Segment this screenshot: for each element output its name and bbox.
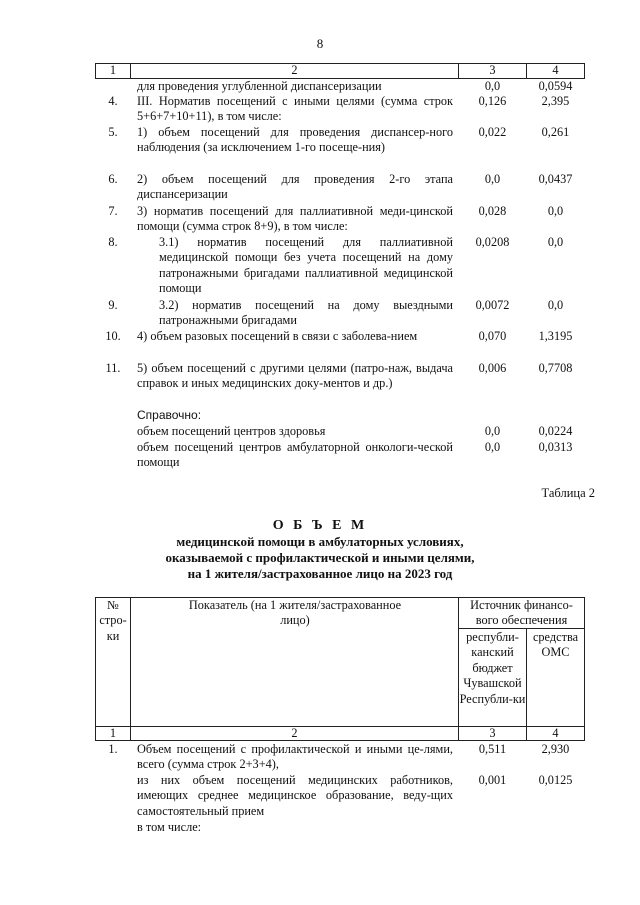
table-2-right-border bbox=[584, 597, 585, 741]
table-1-right-border bbox=[584, 63, 585, 79]
table-row-value: 0,0208 bbox=[475, 235, 510, 249]
table-row-value: 0,0 bbox=[547, 204, 564, 218]
table-row-text: для проведения углубленной диспансеризации bbox=[137, 79, 382, 93]
reference-row-value: 0,0313 bbox=[538, 440, 573, 454]
table-row-number: 10. bbox=[105, 329, 121, 343]
table-1-header-cell: 4 bbox=[552, 63, 559, 77]
document-title: О Б Ъ Е М bbox=[272, 518, 368, 533]
table-row-number: 9. bbox=[108, 298, 118, 312]
table-row-text: в том числе: bbox=[137, 820, 202, 834]
table-row-text: 2) объем посещений для проведения 2-го этапа диспансеризации bbox=[137, 172, 453, 202]
table-2-header-funding: Источник финансо-вого обеспечения bbox=[470, 598, 573, 628]
table-row-value: 0,126 bbox=[478, 94, 507, 108]
table-1-header-cell: 3 bbox=[489, 63, 496, 77]
table-row-value: 0,0 bbox=[484, 79, 501, 93]
reference-label: Справочно: bbox=[137, 408, 202, 422]
table-row-text: 3) норматив посещений для паллиативной меди-цинской помощи (сумма строк 8+9), в том числе: bbox=[137, 204, 453, 234]
document-subtitle-line: медицинской помощи в амбулаторных условиях, bbox=[176, 534, 464, 549]
table-row-value: 0,070 bbox=[478, 329, 507, 343]
table-row-text: Объем посещений с профилактической и иными це-лями, всего (сумма строк 2+3+4), bbox=[137, 742, 453, 772]
reference-row-value: 0,0224 bbox=[538, 424, 573, 438]
table-row-value: 2,395 bbox=[541, 94, 570, 108]
table-row-value: 0,0594 bbox=[538, 79, 573, 93]
table-1-header-cell: 1 bbox=[109, 63, 117, 77]
table-1-header-cell: 2 bbox=[291, 63, 298, 77]
table-label: Таблица 2 bbox=[541, 486, 595, 500]
table-2-col-divider bbox=[130, 597, 131, 741]
table-row-value: 0,0 bbox=[547, 235, 564, 249]
reference-row-value: 0,0 bbox=[484, 440, 501, 454]
table-2-header-indicator: Показатель (на 1 жителя/застрахованное лицо) bbox=[188, 598, 402, 628]
reference-row-text: объем посещений центров амбулаторной онкологи-ческой помощи bbox=[137, 440, 453, 470]
table-row-number: 8. bbox=[108, 235, 118, 249]
table-row-value: 0,0 bbox=[484, 172, 501, 186]
table-row-value: 0,006 bbox=[478, 361, 507, 375]
table-row-number: 5. bbox=[108, 125, 118, 139]
table-row-value: 0,261 bbox=[541, 125, 570, 139]
table-row-number: 1. bbox=[108, 742, 118, 756]
table-row-value: 2,930 bbox=[541, 742, 570, 756]
table-row-text: из них объем посещений медицинских работников, имеющих среднее медицинское образование, веду-щих самостоятельный прием bbox=[137, 773, 453, 818]
table-row-text: 3.2) норматив посещений на дому выездными патронажными бригадами bbox=[159, 298, 453, 328]
table-2-numbering-cell: 2 bbox=[291, 726, 298, 740]
table-2-left-border bbox=[95, 597, 96, 741]
table-row-number: 7. bbox=[108, 204, 118, 218]
page-number: 8 bbox=[316, 36, 324, 51]
table-row-value: 0,0072 bbox=[475, 298, 510, 312]
table-row-text: 1) объем посещений для проведения диспансер-ного наблюдения (за исключением 1-го посеще-ния) bbox=[137, 125, 453, 155]
table-2-header-oms: средства ОМС bbox=[532, 630, 579, 660]
table-row-value: 0,0 bbox=[547, 298, 564, 312]
table-2-numbering-cell: 3 bbox=[489, 726, 496, 740]
table-row-value: 0,0437 bbox=[538, 172, 573, 186]
table-row-value: 0,511 bbox=[478, 742, 507, 756]
table-row-text: 5) объем посещений с другими целями (патро-наж, выдача справок и иных медицинских доку-ментов и др.) bbox=[137, 361, 453, 391]
table-row-text: 4) объем разовых посещений в связи с заболева-нием bbox=[137, 329, 418, 343]
table-row-value: 0,0125 bbox=[538, 773, 573, 787]
table-row-value: 0,022 bbox=[478, 125, 507, 139]
table-2-header-republic-budget: республи-канский бюджет Чувашской Республи-ки bbox=[459, 630, 526, 706]
table-row-value: 0,028 bbox=[478, 204, 507, 218]
reference-row-text: объем посещений центров здоровья bbox=[137, 424, 326, 438]
table-row-number: 6. bbox=[108, 172, 118, 186]
table-2-numbering-cell: 1 bbox=[109, 726, 117, 740]
table-2-numbering-cell: 4 bbox=[552, 726, 559, 740]
document-subtitle-line: оказываемой с профилактической и иными целями, bbox=[165, 550, 475, 565]
table-row-text: 3.1) норматив посещений для паллиативной медицинской помощи без учета посещений на дому патронажными бригадами паллиативной медицинской помощи bbox=[159, 235, 453, 296]
table-row-number: 4. bbox=[108, 94, 118, 108]
table-row-value: 0,7708 bbox=[538, 361, 573, 375]
table-2-header-number: № стро-ки bbox=[99, 598, 127, 643]
reference-row-value: 0,0 bbox=[484, 424, 501, 438]
table-row-value: 1,3195 bbox=[538, 329, 573, 343]
table-row-value: 0,001 bbox=[478, 773, 507, 787]
table-row-number: 11. bbox=[105, 361, 121, 375]
document-subtitle-line: на 1 жителя/застрахованное лицо на 2023 год bbox=[187, 566, 453, 581]
table-row-text: III. Норматив посещений с иными целями (сумма строк 5+6+7+10+11), в том числе: bbox=[137, 94, 453, 124]
